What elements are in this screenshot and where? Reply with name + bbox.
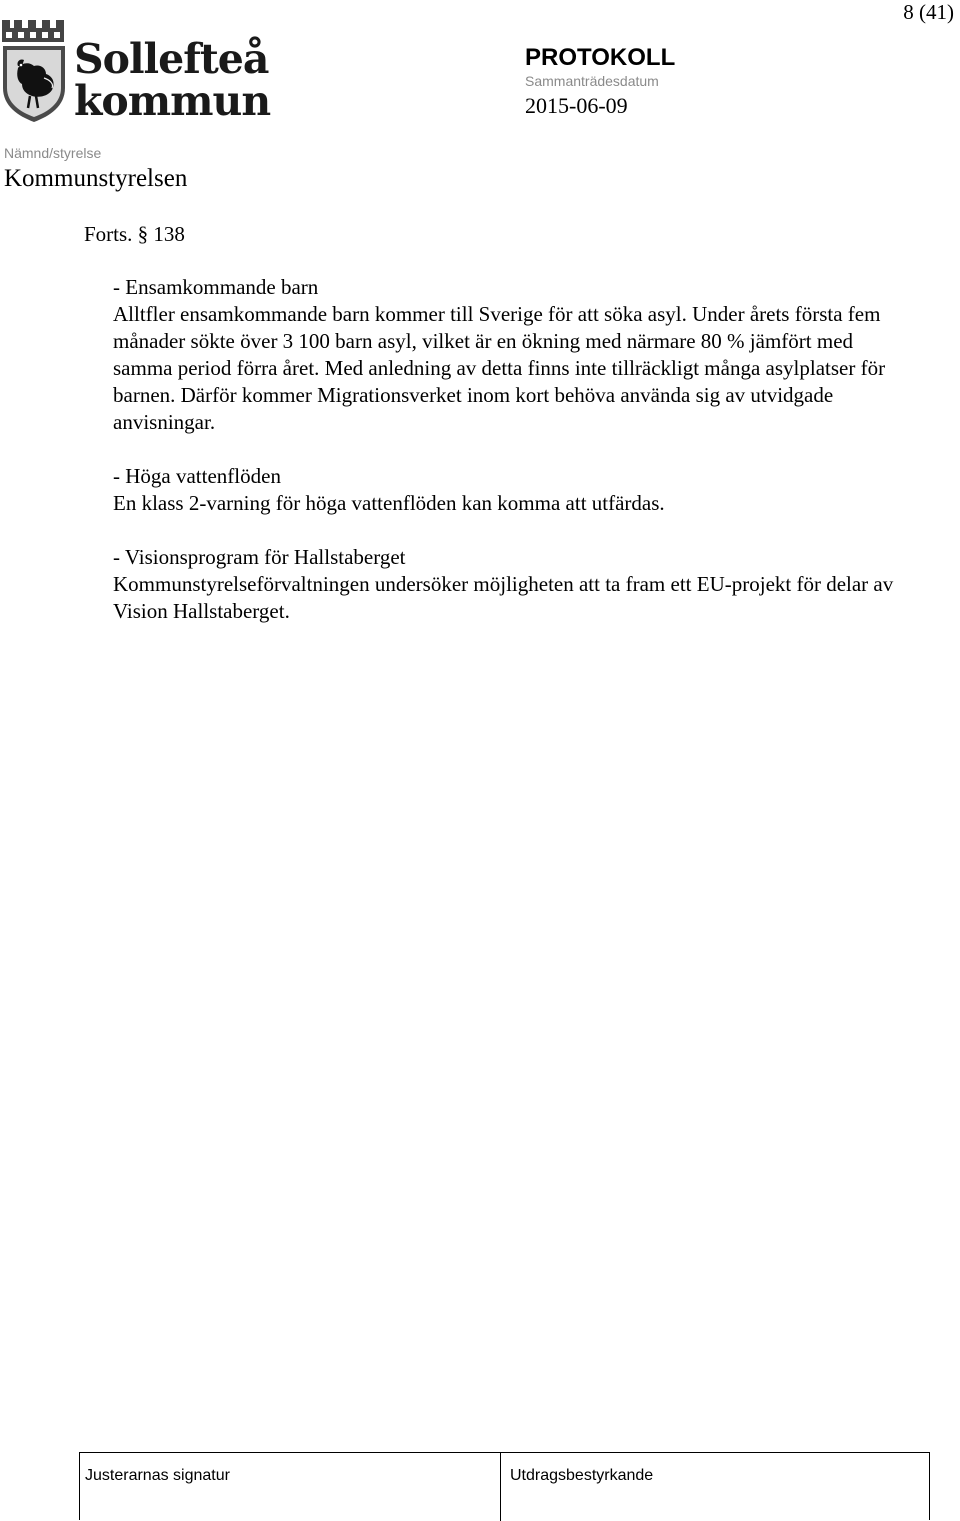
board-label: Nämnd/styrelse	[4, 145, 102, 161]
page-number: 8 (41)	[903, 0, 954, 24]
logo-name-line2: kommun	[74, 77, 271, 125]
agenda-item-heading: - Höga vattenflöden	[113, 464, 281, 488]
agenda-item-heading: - Ensamkommande barn	[113, 275, 319, 299]
agenda-item-text: Kommunstyrelseförvaltningen undersöker möjligheten att ta fram ett EU-projekt för delar av Vision Hallstaberget.	[113, 572, 894, 623]
extract-certification-label: Utdragsbestyrkande	[510, 1467, 654, 1484]
meeting-date-label: Sammanträdesdatum	[525, 73, 659, 89]
coat-of-arms-grouse-icon	[0, 18, 68, 124]
agenda-item-text: Alltfler ensamkommande barn kommer till Sverige för att söka asyl. Under årets första fem månader sökte över 3 100 barn asyl, vilket är en ökning med närmare 80 % jämfört med samma period förra året. Med anledning av detta finns inte tillräckligt många asylplatser för barnen. Därför kommer Migrationsverket inom kort behöva använda sig av utvidgade anvisningar.	[113, 302, 886, 434]
document-type: PROTOKOLL	[525, 44, 676, 71]
signature-box	[79, 1452, 930, 1520]
municipality-logo	[0, 18, 270, 126]
meeting-date: 2015-06-09	[525, 93, 628, 118]
agenda-item-text: En klass 2-varning för höga vattenflöden kan komma att utfärdas.	[113, 491, 665, 515]
agenda-item	[113, 463, 913, 517]
signature-divider	[500, 1453, 501, 1521]
agenda-item	[113, 544, 913, 625]
minutes-body	[113, 274, 913, 652]
agenda-item-heading: - Visionsprogram för Hallstaberget	[113, 545, 406, 569]
section-continuation: Forts. § 138	[84, 222, 185, 246]
agenda-item	[113, 274, 913, 436]
logo-name-line1: Sollefteå	[74, 35, 269, 83]
board-name: Kommunstyrelsen	[4, 165, 188, 192]
adjusters-signature-label: Justerarnas signatur	[85, 1467, 230, 1484]
